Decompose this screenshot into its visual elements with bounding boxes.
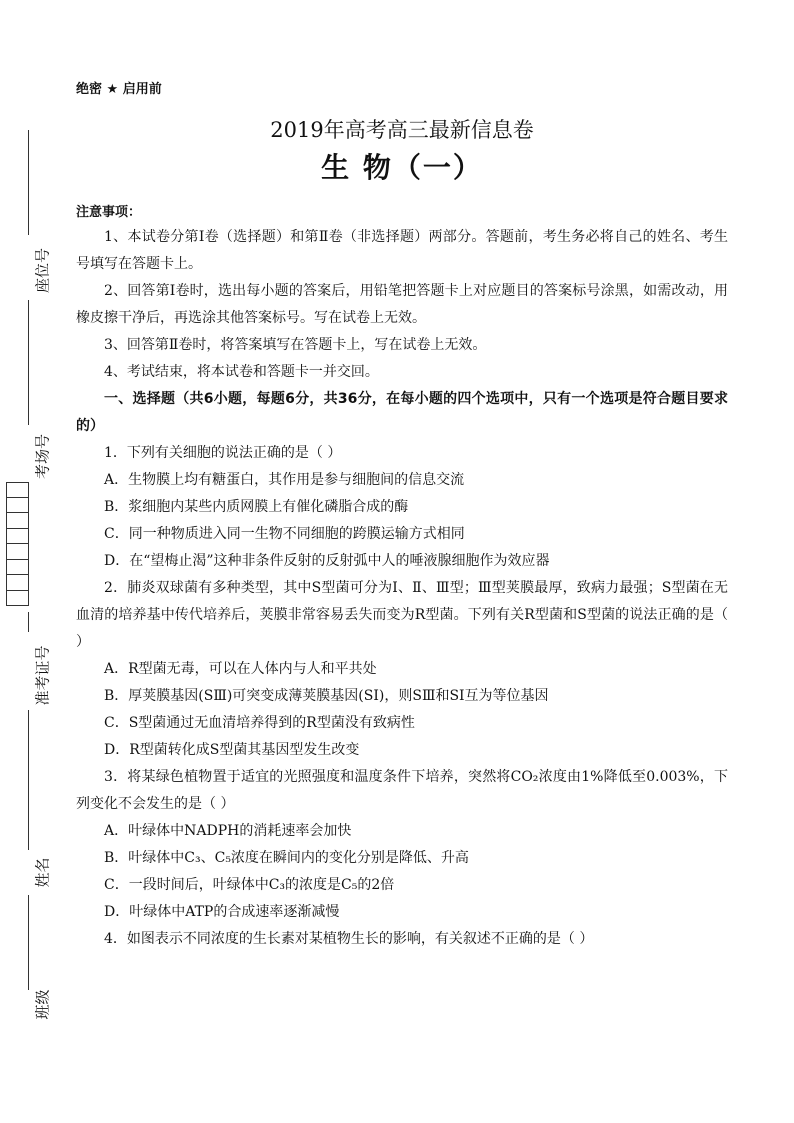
notice-item: 2、回答第Ⅰ卷时，选出每小题的答案后，用铅笔把答题卡上对应题目的答案标号涂黑，如需改动，用橡皮擦干净后，再选涂其他答案标号。写在试卷上无效。 <box>76 283 728 326</box>
subject-title: 生 物（一） <box>321 151 483 184</box>
exam-title: 2019年高考高三最新信息卷 <box>270 118 534 142</box>
id-number-grid <box>6 482 29 606</box>
question-stem: 2．肺炎双球菌有多种类型，其中S型菌可分为Ⅰ、Ⅱ、Ⅲ型；Ⅲ型荚膜最厚，致病力最强；S型菌在无血清的培养基中传代培养后，荚膜非常容易丢失而变为R型菌。下列有关R型菌和S型菌的说法正确的是（ ） <box>76 580 728 650</box>
class-label: 班级 <box>33 989 52 1020</box>
question-option: D．在“望梅止渴”这种非条件反射的反射弧中人的唾液腺细胞作为效应器 <box>104 553 550 569</box>
question-option: D．叶绿体中ATP的合成速率逐渐减慢 <box>104 904 340 920</box>
exam-paper <box>76 80 728 953</box>
question-option: A．叶绿体中NADPH的消耗速率会加快 <box>104 823 352 839</box>
question-option: B．叶绿体中C₃、C₅浓度在瞬间内的变化分别是降低、升高 <box>104 850 469 866</box>
binding-margin <box>0 0 70 1123</box>
section-heading: 一、选择题（共6小题，每题6分，共36分，在每小题的四个选项中，只有一个选项是符合题目要求的） <box>76 391 728 434</box>
question-option: C．同一种物质进入同一生物不同细胞的跨膜运输方式相同 <box>104 526 465 542</box>
question-stem: 3．将某绿色植物置于适宜的光照强度和温度条件下培养，突然将CO₂浓度由1%降低至0.003%，下列变化不会发生的是（ ） <box>76 769 728 812</box>
margin-line <box>28 130 29 235</box>
question-stem: 4．如图表示不同浓度的生长素对某植物生长的影响，有关叙述不正确的是（ ） <box>104 931 594 947</box>
question-option: C．一段时间后，叶绿体中C₃的浓度是C₅的2倍 <box>104 877 395 893</box>
exam-room-label: 考场号 <box>33 434 52 480</box>
margin-line <box>28 300 29 425</box>
notice-item: 1、本试卷分第Ⅰ卷（选择题）和第Ⅱ卷（非选择题）两部分。答题前，考生务必将自己的姓名、考生号填写在答题卡上。 <box>76 229 728 272</box>
seat-number-label: 座位号 <box>33 248 52 294</box>
question-option: C．S型菌通过无血清培养得到的R型菌没有致病性 <box>104 715 415 731</box>
question-stem: 1．下列有关细胞的说法正确的是（ ） <box>104 445 342 461</box>
question-option: B．浆细胞内某些内质网膜上有催化磷脂合成的酶 <box>104 499 409 515</box>
question-option: A．生物膜上均有糖蛋白，其作用是参与细胞间的信息交流 <box>104 472 465 488</box>
question-option: D．R型菌转化成S型菌其基因型发生改变 <box>104 742 360 758</box>
margin-line <box>28 895 29 990</box>
name-label: 姓名 <box>33 857 52 888</box>
notice-item: 3、回答第Ⅱ卷时，将答案填写在答题卡上，写在试卷上无效。 <box>104 337 487 353</box>
notice-heading: 注意事项： <box>76 205 142 220</box>
margin-line <box>28 710 29 850</box>
question-option: A．R型菌无毒，可以在人体内与人和平共处 <box>104 661 377 677</box>
admission-number-label: 准考证号 <box>33 645 52 706</box>
confidential-mark: 绝密 ★ 启用前 <box>76 82 162 97</box>
notice-item: 4、考试结束，将本试卷和答题卡一并交回。 <box>104 364 379 380</box>
margin-line <box>28 612 29 632</box>
question-option: B．厚荚膜基因(SⅢ)可突变成薄荚膜基因(SI)，则SⅢ和SI互为等位基因 <box>104 688 549 704</box>
